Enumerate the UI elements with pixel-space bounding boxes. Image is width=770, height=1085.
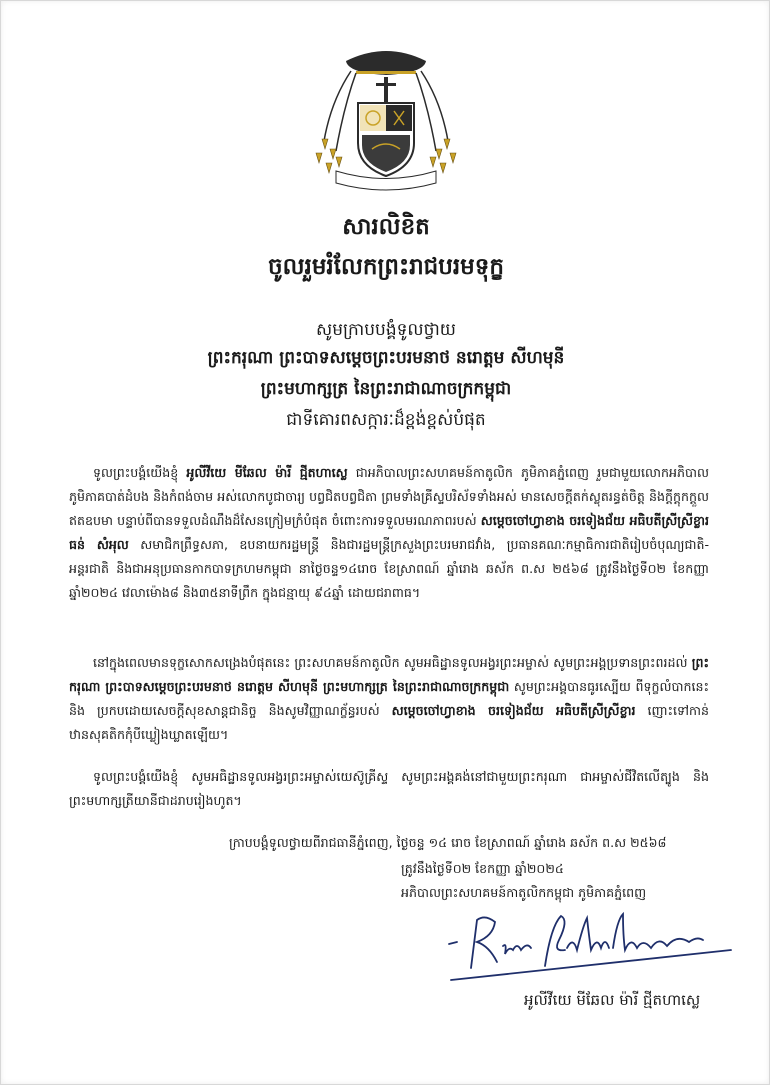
addressee-title: ព្រះមហាក្សត្រ នៃព្រះរាជាណាចក្រកម្ពុជា bbox=[260, 379, 512, 399]
coat-of-arms-logo bbox=[306, 31, 466, 191]
para2-text-1: នៅក្នុងពេលមានទុក្ខសោកសង្រេងបំផុតនេះ ព្រះសហគមន៍កាតូលិក សូមអធិដ្ឋានទូលអង្វរព្រះអម្ចាស់ សូមព្រះអង្គប្រទានព្រះពរដល់ bbox=[93, 655, 692, 670]
body-paragraph-3: ទូលព្រះបង្គំយើងខ្ញុំ សូមអធិដ្ឋានទូលអង្វរព្រះអម្ចាស់យេស៊ូគ្រីស្ទ សូមព្រះអង្គគង់នៅជាមួយព្រះករុណា ជាអម្ចាស់ជីវិតលើត្បូង និងព្រះមហាក្សត្រីយានីជាដរាបរៀងហូត។ bbox=[69, 769, 709, 808]
para2-text-2: សូមព្រះអង្គបានធូរស្បើយ ពីទុក្ខលំបាកនេះ និង ប្រកបដោយសេចក្តីសុខសាន្តជានិច្ច និងសូមវិញ្ញាណក្ខ័ន្ធរបស់ bbox=[69, 679, 709, 718]
para1-text-2: ជាអភិបាលព្រះសហគមន៍កាតូលិក ភូមិភាគភ្នំពេញ រួមជាមួយលោកអភិបាលភូមិភាគបាត់ដំបង និងកំពង់ចាម អស់លោកបូជាចារ្យ បព្វជិតបព្វជិតា ព្រមទាំងគ្រីស្ទបរិស័ទទាំងអស់ មានសេចក្តីតក់ស្លុតរន្ធត់ចិត្ត និងក្តីក្តុកក្តួលឥតឧបមា បន្ទាប់ពីបានទទួលដំណឹងដ៏សែនក្រៀមក្រំបំផុត ចំពោះការទទួលមរណភាពរបស់ bbox=[69, 465, 709, 528]
closing-gregorian-date: ត្រូវនឹងថ្ងៃទី០២ ខែកញ្ញា ឆ្នាំ២០២៤ bbox=[401, 861, 564, 876]
addressee-name: ព្រះករុណា ព្រះបាទសម្តេចព្រះបរមនាថ នរោត្តម សីហមុនី bbox=[207, 348, 565, 368]
para2-text-3: ញោះទៅកាន់ឋានសុគតិកកុំបីឃ្លៀងឃ្លាតឡើយ។ bbox=[69, 703, 709, 742]
body-paragraph-2 bbox=[69, 651, 709, 747]
salutation: សូមក្រាបបង្គំទូលថ្វាយ bbox=[316, 320, 456, 340]
body-paragraph-1 bbox=[69, 461, 709, 605]
respect-line: ជាទីគោរពសក្ការៈដ៏ខ្ពង់ខ្ពស់បំផុត bbox=[286, 410, 486, 430]
letter-subtitle: ចូលរួមរំលែកព្រះរាជបរមទុក្ខ bbox=[268, 254, 504, 280]
para1-text-1: ទូលព្រះបង្គំយើងខ្ញុំ bbox=[93, 465, 187, 480]
closing-place-date: ក្រាបបង្គំទូលថ្វាយពីរាជធានីភ្នំពេញ, ថ្ងៃចន្ទ ១៤ រោច ខែស្រាពណ៍ ឆ្នាំរោង ឆស័ក ព.ស ២៥៦៨ bbox=[229, 835, 667, 850]
para1-deceased-name: សម្តេចចៅហ្វាខាង ចរទៀងជ័យ អធិបតីស្រីស្រីខ្លារ ធន់ សំអុល bbox=[69, 513, 709, 552]
para1-text-3: សមាជិកព្រឹទ្ធសភា, ឧបនាយករដ្ឋមន្ត្រី និងជារដ្ឋមន្ត្រីក្រសួងព្រះបរមរាជវាំង, ប្រធានគណៈកម្មាធិការជាតិរៀបចំបុណ្យជាតិ-អន្តរជាតិ និងជាអនុប្រធានកាកបាទក្រហមកម្ពុជា នាថ្ងៃចន្ទ១៤រោច ខែស្រាពណ៍ ឆ្នាំរោង ឆស័ក ព.ស ២៥៦៨ ត្រូវនឹងថ្ងៃទី០២ ខែកញ្ញា ឆ្នាំ២០២៤ វេលាម៉ោង៨ និង៣៥នាទីព្រឹក ក្នុងជន្មាយុ ៩៤ឆ្នាំ ដោយជរាពាធ។ bbox=[69, 537, 709, 600]
signer-name: អូលីវីយេ មីឆែល ម៉ារី ជ្មីតហាស្លេ bbox=[524, 991, 701, 1009]
closing-signer-title: អភិបាលព្រះសហគមន៍កាតូលិកកម្ពុជា ភូមិភាគភ្នំពេញ bbox=[401, 885, 647, 900]
letter-title: សារលិខិត bbox=[342, 214, 430, 240]
para2-king-name: ព្រះករុណា ព្រះបាទសម្តេចព្រះបរមនាថ នរោត្តម សីហមុនី ព្រះមហាក្សត្រ នៃព្រះរាជាណាចក្រកម្ពុជា bbox=[69, 655, 709, 694]
handwritten-signature bbox=[441, 906, 741, 991]
para1-bishop-name: អូលីវីយេ មីឆែល ម៉ារី ជ្មីតហាស្លេ bbox=[186, 465, 348, 480]
para2-deceased-name: សម្តេចចៅហ្វាខាង ចរទៀងជ័យ អធិបតីស្រីស្រីខ្លារ bbox=[391, 703, 636, 718]
